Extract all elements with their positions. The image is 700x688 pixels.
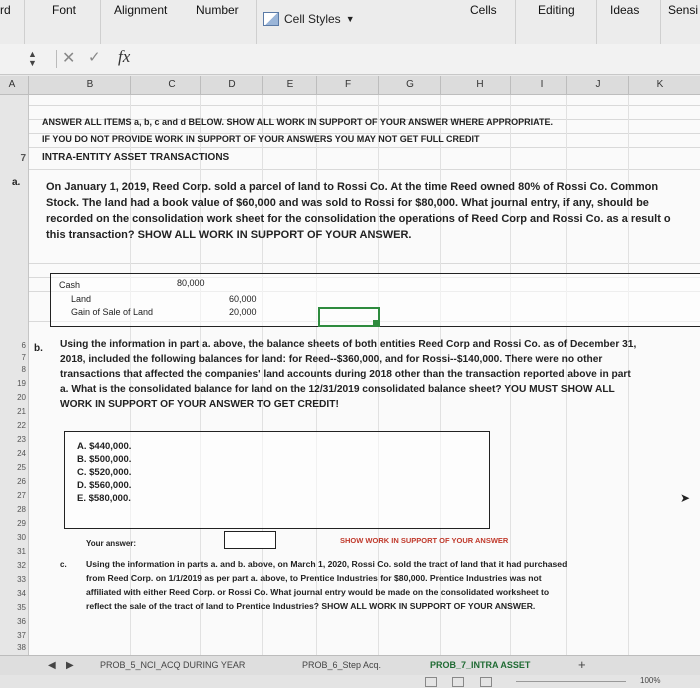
ribbon-tab-sensitivity[interactable]: Sensi: [668, 3, 699, 17]
cell-styles-icon: [263, 12, 279, 26]
question-a-marker: a.: [12, 177, 21, 188]
answer-option[interactable]: E. $580,000.: [77, 493, 131, 504]
row-number[interactable]: 7: [20, 153, 26, 164]
ribbon-tab-editing[interactable]: Editing: [538, 3, 575, 17]
question-a-line: recorded on the consolidation work sheet for the consolidation the operations of Reed Corp and Rossi Co. as a result o: [46, 213, 671, 225]
ribbon-tab-font[interactable]: Font: [52, 3, 77, 17]
sheet-tab-prob-7[interactable]: PROB_7_INTRA ASSET: [430, 660, 531, 670]
page-break-icon[interactable]: [480, 677, 492, 687]
column-header-h[interactable]: H: [476, 79, 484, 90]
your-answer-input[interactable]: [224, 531, 276, 549]
question-b-line: WORK IN SUPPORT OF YOUR ANSWER TO GET CREDIT!: [60, 399, 339, 410]
status-bar: [0, 675, 700, 688]
answer-option[interactable]: C. $520,000.: [77, 467, 132, 478]
question-c-line: affiliated with either Reed Corp. or Rossi Co. What journal entry would be made on the consolidated worksheet to: [86, 587, 550, 597]
question-a-line: this transaction? SHOW ALL WORK IN SUPPORT OF YOUR ANSWER.: [46, 229, 412, 241]
question-c-line: reflect the sale of the tract of land to Prentice Industries? SHOW ALL WORK IN SUPPORT OF YOUR ANSWER.: [86, 601, 536, 611]
formula-bar: [0, 44, 700, 75]
question-c-line: Using the information in parts a. and b. above, on March 1, 2020, Rossi Co. sold the tract of land that it had purchased: [86, 559, 568, 569]
row-number[interactable]: 29: [17, 519, 26, 528]
ribbon-divider: [515, 0, 516, 44]
sheet-tab-prob-5[interactable]: PROB_5_NCI_ACQ DURING YEAR: [100, 660, 246, 670]
formula-bar-divider: [56, 50, 57, 68]
ribbon-tab-ideas[interactable]: Ideas: [610, 3, 640, 17]
question-b-line: a. What is the consolidated balance for land on the 12/31/2019 consolidated balance sheet? YOU MUST SHOW ALL: [60, 384, 615, 395]
instruction-line: IF YOU DO NOT PROVIDE WORK IN SUPPORT OF YOUR ANSWERS YOU MAY NOT GET FULL CREDIT: [42, 134, 480, 144]
column-header-j[interactable]: J: [595, 79, 601, 90]
row-number[interactable]: 35: [17, 603, 26, 612]
question-c-line: from Reed Corp. on 1/1/2019 as per part a. above, to Prentice Industries for $80,000. Prentice Industries was not: [86, 573, 542, 583]
column-header-i[interactable]: I: [540, 79, 544, 90]
sheet-tab-bar: [0, 655, 700, 676]
ribbon-divider: [660, 0, 661, 44]
section-title: INTRA-ENTITY ASSET TRANSACTIONS: [42, 152, 230, 163]
cancel-icon[interactable]: ✕: [62, 50, 76, 67]
journal-account-land: Land: [71, 294, 92, 304]
question-c-marker: c.: [60, 560, 67, 569]
row-number[interactable]: 37: [17, 631, 26, 640]
normal-view-icon[interactable]: [425, 677, 437, 687]
question-b-line: Using the information in part a. above, the balance sheets of both entities Reed Corp and Rossi Co. as of December 31,: [60, 339, 637, 350]
answer-option[interactable]: A. $440,000.: [77, 441, 132, 452]
ribbon-divider: [596, 0, 597, 44]
row-number[interactable]: 6: [21, 341, 26, 350]
column-header-bar: [0, 76, 700, 95]
answer-options-list: [77, 440, 131, 505]
journal-credit-gain: 20,000: [229, 307, 257, 317]
row-number[interactable]: 34: [17, 589, 26, 598]
column-header-b[interactable]: B: [86, 79, 94, 90]
cell-styles-label: Cell Styles: [284, 12, 341, 26]
cell-styles-button[interactable]: [263, 12, 355, 26]
zoom-level[interactable]: 100%: [640, 676, 661, 685]
journal-credit-land: 60,000: [229, 294, 257, 304]
question-b-line: 2018, included the following balances for land: for Reed--$360,000, and for Rossi--$140,000. There were no other: [60, 354, 603, 365]
row-number[interactable]: 30: [17, 533, 26, 542]
instruction-line: ANSWER ALL ITEMS a, b, c and d BELOW. SHOW ALL WORK IN SUPPORT OF YOUR ANSWER WHERE APPROPRIATE.: [42, 117, 554, 127]
add-sheet-button[interactable]: +: [578, 657, 586, 672]
row-number[interactable]: 28: [17, 505, 26, 514]
sheet-tab-prob-6[interactable]: PROB_6_Step Acq.: [302, 660, 382, 670]
name-box-stepper-icon[interactable]: ▲ ▼: [28, 49, 37, 68]
your-answer-label: Your answer:: [86, 539, 137, 548]
ribbon-tab-clipboard[interactable]: rd: [0, 3, 11, 17]
journal-account-gain: Gain of Sale of Land: [71, 307, 154, 317]
row-number[interactable]: 22: [17, 421, 26, 430]
mouse-cursor-icon: ➤: [680, 491, 691, 505]
answer-option[interactable]: B. $500,000.: [77, 454, 132, 465]
ribbon-tab-cells[interactable]: Cells: [470, 3, 497, 17]
column-header-g[interactable]: G: [406, 79, 414, 90]
column-header-d[interactable]: D: [228, 79, 236, 90]
fill-handle[interactable]: [373, 320, 378, 325]
row-number[interactable]: 31: [17, 547, 26, 556]
ribbon-tab-alignment[interactable]: Alignment: [114, 3, 168, 17]
ribbon-divider: [24, 0, 25, 44]
confirm-icon[interactable]: ✓: [88, 49, 101, 66]
row-number[interactable]: 32: [17, 561, 26, 570]
column-header-a[interactable]: A: [8, 79, 16, 90]
ribbon-tab-number[interactable]: Number: [196, 3, 239, 17]
journal-debit-cash: 80,000: [177, 278, 205, 288]
insert-function-icon[interactable]: fx: [118, 47, 131, 66]
row-number[interactable]: 7: [21, 353, 26, 362]
answer-options-box: [64, 431, 490, 529]
ribbon-divider: [100, 0, 101, 44]
row-number[interactable]: 36: [17, 617, 26, 626]
column-header-k[interactable]: K: [656, 79, 664, 90]
row-number[interactable]: 19: [17, 379, 26, 388]
column-header-e[interactable]: E: [286, 79, 294, 90]
row-number[interactable]: 23: [17, 435, 26, 444]
row-number[interactable]: 20: [17, 393, 26, 402]
scroll-tabs-right-icon[interactable]: ▶: [66, 660, 74, 671]
column-header-f[interactable]: F: [344, 79, 352, 90]
row-number[interactable]: 27: [17, 491, 26, 500]
question-c-text: [86, 557, 686, 613]
row-number[interactable]: 8: [21, 365, 26, 374]
chevron-down-icon: ▼: [345, 14, 355, 24]
row-number[interactable]: 21: [17, 407, 26, 416]
question-b-marker: b.: [34, 343, 43, 354]
question-b-text: [60, 337, 700, 412]
row-number[interactable]: 24: [17, 449, 26, 458]
question-b-line: transactions that affected the companies' land accounts during 2018 other than the transaction reported above in part: [60, 369, 631, 380]
question-a-line: On January 1, 2019, Reed Corp. sold a parcel of land to Rossi Co. At the time Reed owned 80% of Rossi Co. Common: [46, 181, 659, 193]
answer-option[interactable]: D. $560,000.: [77, 480, 132, 491]
ribbon: [0, 0, 700, 45]
journal-account-cash: Cash: [59, 280, 81, 290]
page-layout-icon[interactable]: [452, 677, 464, 687]
question-a-text: [46, 179, 700, 243]
worksheet-grid[interactable]: [0, 95, 700, 655]
row-number[interactable]: 38: [17, 643, 26, 652]
question-a-line: Stock. The land had a book value of $60,000 and was sold to Rossi for $80,000. What journal entry, if any, should be: [46, 197, 649, 209]
row-number[interactable]: 33: [17, 575, 26, 584]
zoom-slider[interactable]: [516, 681, 626, 682]
row-number[interactable]: 26: [17, 477, 26, 486]
show-work-note: SHOW WORK IN SUPPORT OF YOUR ANSWER: [340, 536, 509, 545]
row-number[interactable]: 25: [17, 463, 26, 472]
scroll-tabs-left-icon[interactable]: ◀: [48, 660, 56, 671]
active-cell-selection[interactable]: [318, 307, 380, 327]
column-header-c[interactable]: C: [168, 79, 176, 90]
ribbon-divider: [256, 0, 257, 44]
